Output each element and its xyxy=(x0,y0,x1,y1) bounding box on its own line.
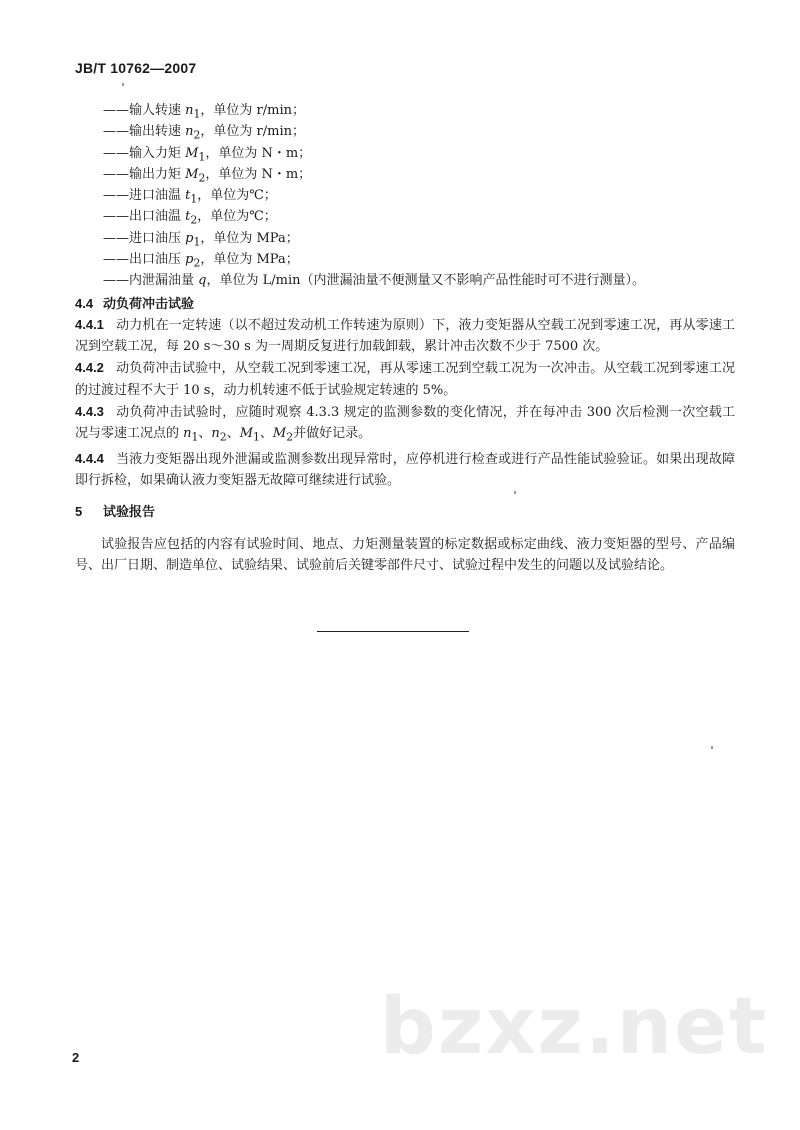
section-4-4 xyxy=(75,293,735,491)
clause-4-4-4: 4.4.4 当液力变矩器出现外泄漏或监测参数出现异常时，应停机进行检查或进行产品性能试验验证。如果出现故障即行拆检，如果确认液力变矩器无故障可继续进行试验。 xyxy=(75,450,735,489)
definition-item: ——出口油温 $t_2$，单位为℃； xyxy=(103,209,277,228)
definition-item: ——内泄漏油量 q，单位为 L/min（内泄漏油量不便测量又不影响产品性能时可不进行测量）。 xyxy=(103,273,645,289)
test-report-paragraph: 试验报告应包括的内容有试验时间、地点、力矩测量装置的标定数据或标定曲线、液力变矩器的型号、产品编号、出厂日期、制造单位、试验结果、试验前后关键零部件尺寸、试验过程中发生的问题以及试验结论。 xyxy=(75,537,735,574)
section-5 xyxy=(75,501,735,576)
definition-item: ——输入力矩 $M_1$，单位为 N・m； xyxy=(103,145,312,164)
clause-4-4-1: 4.4.1 动力机在一定转速（以不超过发动机工作转速为原则）下，液力变矩器从空载工况到零速工况，再从零速工况到空载工况，每 20 s～30 s 为一周期反复进行加载卸载，累计冲击次数不少于 7500 次。 xyxy=(75,317,735,355)
definition-item: ——输出力矩 $M_2$，单位为 N・m； xyxy=(103,166,312,185)
clause-4-4-3: 4.4.3 动负荷冲击试验时，应随时观察 4.3.3 规定的监测参数的变化情况，并在每冲击 300 次后检测一次空载工况与零速工况点的 $n_1$、$n_2$、$M_1$、$M_2$并做好记录。 xyxy=(75,403,735,444)
scan-speck xyxy=(122,83,124,86)
definition-item: ——出口油压 $p_2$，单位为 MPa； xyxy=(103,252,299,270)
scan-speck xyxy=(514,491,516,494)
section-heading: 4.4 动负荷冲击试验 xyxy=(75,296,195,311)
standard-code: JB/T 10762—2007 xyxy=(75,60,197,76)
clause-4-4-2: 4.4.2 动负荷冲击试验中，从空载工况到零速工况，再从零速工况到空载工况为一次冲击。从空载工况到零速工况的过渡过程不大于 10 s，动力机转速不低于试验规定转速的 5%。 xyxy=(75,360,735,398)
page-number: 2 xyxy=(72,1050,80,1065)
definition-item: ——进口油压 $p_1$，单位为 MPa； xyxy=(103,230,299,249)
symbol-definition-list xyxy=(103,100,743,292)
watermark: bzxz.net xyxy=(380,982,769,1072)
definition-item: ——输出转速 $n_2$，单位为 r/min； xyxy=(103,124,305,142)
scan-speck xyxy=(711,746,713,749)
definition-item: ——进口油温 $t_1$，单位为℃； xyxy=(103,188,277,206)
end-rule xyxy=(317,631,469,632)
section-heading: 5 试验报告 xyxy=(75,504,156,519)
definition-item: ——输人转速 $n_1$，单位为 r/min； xyxy=(103,103,305,121)
